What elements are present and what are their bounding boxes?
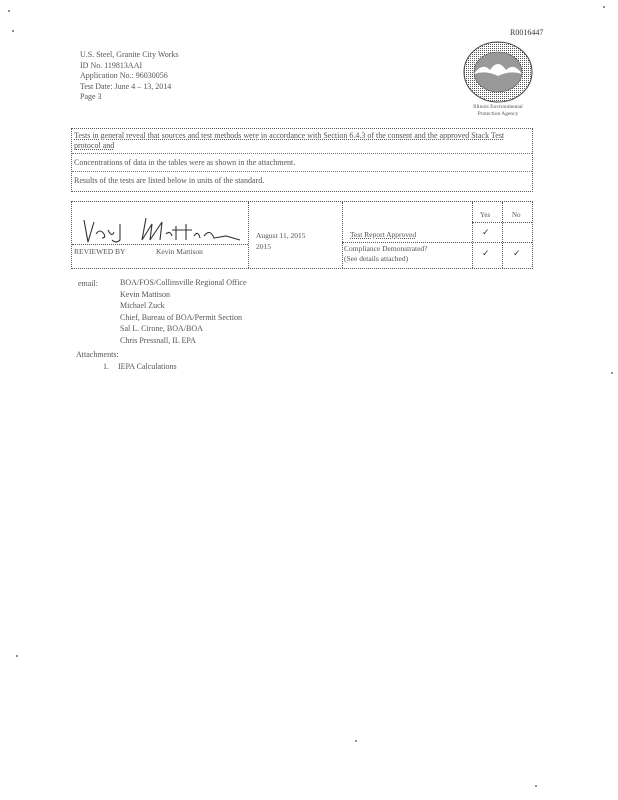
approved-yes-check-icon: ✓: [482, 227, 490, 237]
divider: [72, 153, 532, 154]
date-line: 2015: [256, 242, 271, 251]
test-report-approved-label: Test Report Approved: [350, 230, 417, 239]
document-id: R0016447: [510, 28, 544, 37]
no-column-header: No: [512, 211, 521, 219]
email-recipient: Kevin Mattison: [120, 289, 170, 299]
email-label: email:: [78, 279, 98, 288]
divider: [472, 202, 473, 268]
email-recipient: Chief, Bureau of BOA/Permit Section: [120, 312, 242, 322]
attachment-number: 1.: [103, 362, 109, 371]
divider: [248, 202, 249, 268]
summary-row: Results of the tests are listed below in units of the standard.: [74, 176, 265, 185]
compliance-yes-check-icon: ✓: [482, 248, 490, 258]
summary-row: Tests in general reveal that sources and test methods were in accordance with Section 6.4.3 of the consent and the approved Stack Test protocol and: [74, 131, 505, 150]
scan-speck: [611, 372, 613, 374]
logo-caption: [455, 104, 541, 118]
compliance-line: (See details attached): [344, 253, 409, 263]
reviewer-signature: [76, 210, 246, 248]
logo-caption-line: Protection Agency: [477, 111, 519, 117]
scan-speck: [535, 785, 537, 787]
header-line: Application No.: 96030056: [80, 71, 168, 80]
header-line: Page 3: [80, 92, 102, 101]
summary-box: [71, 128, 533, 192]
attachments-label: Attachments:: [76, 350, 119, 359]
email-recipient: Sal L. Cirone, BOA/BOA: [120, 324, 203, 333]
compliance-line: Compliance Demonstrated?: [344, 244, 428, 253]
logo-caption-line: Illinois Environmental: [473, 104, 523, 110]
divider: [342, 202, 343, 268]
signature-table: [71, 201, 533, 269]
scan-speck: [12, 30, 14, 32]
email-recipient: Michael Zuck: [120, 301, 165, 310]
reviewer-name: Kevin Mattison: [156, 247, 203, 256]
header-line: U.S. Steel, Granite City Works: [80, 50, 179, 59]
illinois-epa-seal-icon: [462, 40, 534, 104]
email-recipients: [120, 277, 247, 346]
scan-speck: [355, 740, 357, 742]
email-recipient: BOA/FOS/Collinsville Regional Office: [120, 278, 247, 287]
date-line: August 11, 2015: [256, 231, 306, 240]
scan-speck: [16, 655, 18, 657]
email-recipient: Chris Pressnall, IL EPA: [120, 335, 196, 345]
divider: [502, 202, 503, 268]
compliance-label: [344, 244, 428, 263]
yes-column-header: Yes: [480, 211, 491, 219]
compliance-no-check-icon: ✓: [513, 248, 521, 258]
attachment-item: IEPA Calculations: [118, 362, 177, 371]
divider: [342, 242, 532, 243]
scan-speck: [603, 6, 605, 8]
scan-speck: [8, 10, 10, 12]
header-line: Test Date: June 4 – 13, 2014: [80, 81, 172, 91]
summary-row: Concentrations of data in the tables were as shown in the attachment.: [74, 158, 296, 167]
divider: [72, 171, 532, 172]
header-line: ID No. 119813AAI: [80, 60, 143, 70]
reviewed-by-label: REVIEWED BY: [74, 247, 126, 256]
divider: [472, 222, 532, 223]
header-block: [80, 50, 179, 103]
review-date: [256, 230, 306, 252]
